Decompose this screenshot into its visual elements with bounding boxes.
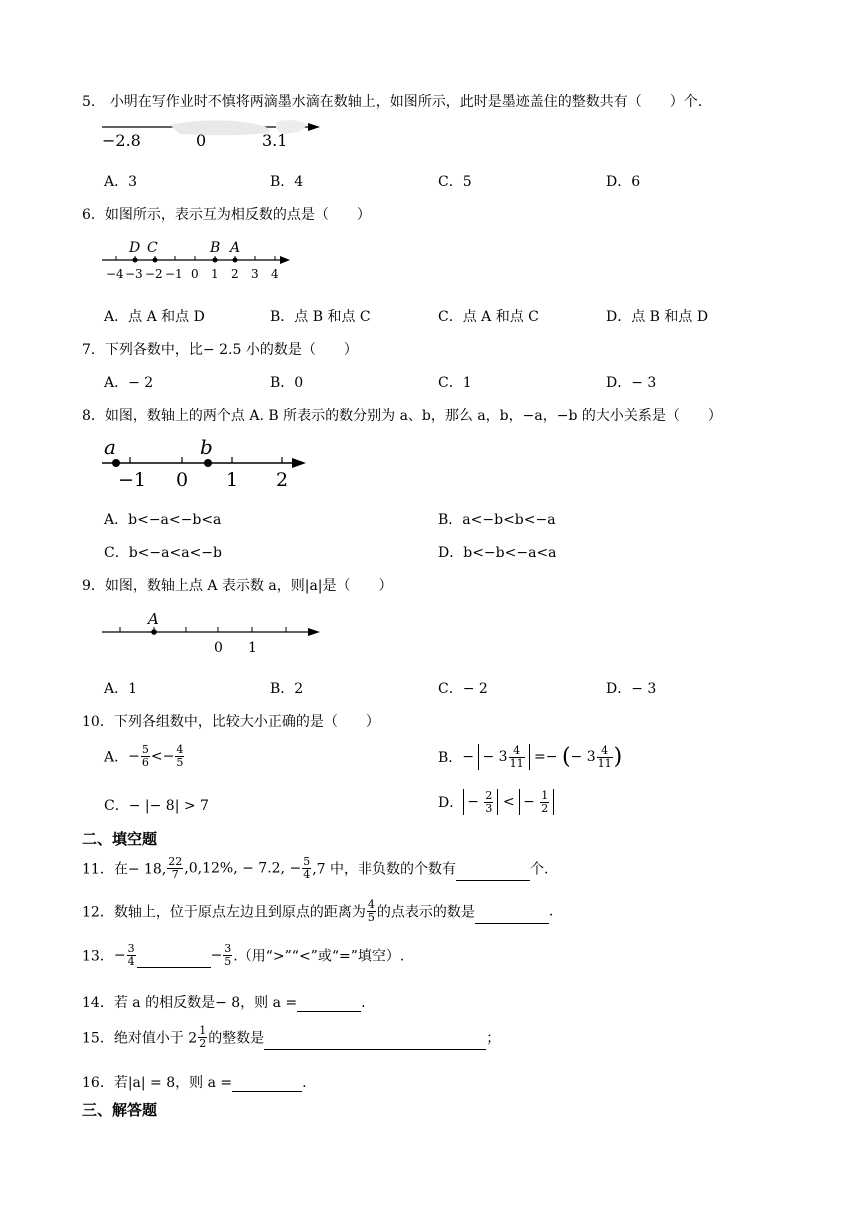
question-number: 10．: [82, 714, 114, 730]
point-label: b: [200, 436, 213, 459]
answer-blank[interactable]: [297, 997, 361, 1012]
question-9: [82, 575, 393, 595]
option-b: B．0: [270, 375, 304, 391]
answer-blank[interactable]: [475, 909, 549, 924]
tick-label: 0: [176, 469, 189, 491]
point-label: D: [129, 240, 141, 256]
option-b: B．a<−b<b<−a: [438, 512, 556, 528]
option-b: B．− − 3 $\frac{4}{11}$ =− (− 3 $\frac{4}{11}$ ): [438, 743, 623, 770]
option-d: D． − $\frac{2}{3}$ < − $\frac{1}{2}$: [438, 789, 554, 815]
ink-blot-1: [170, 120, 270, 135]
tick-label: 1: [248, 640, 257, 656]
question-15: 15．绝对值小于 2 $\frac{1}{2}$ 的整数是 ；: [82, 1024, 501, 1050]
point-label: A: [148, 610, 159, 628]
option-d: D．− 3: [606, 375, 657, 391]
question-text: 下列各组数中，比较大小正确的是（ ）: [113, 714, 380, 730]
option-c: C．5: [438, 174, 472, 190]
point-label: a: [104, 436, 116, 459]
point-label: B: [210, 240, 221, 256]
tick-label: −3: [125, 267, 143, 281]
question-number: 9．: [82, 578, 105, 594]
answer-blank[interactable]: [232, 1077, 302, 1092]
tick-label: −1: [165, 267, 183, 281]
option-d: D．6: [606, 174, 641, 190]
question-11: 11．在− 18, $\frac{22}{7}$ ,0,12%, − 7.2, − $\frac{5}{4}$ ,7 中，非负数的个数有 个.: [82, 855, 549, 881]
tick-label: 0: [196, 131, 207, 150]
option-c: C．− |− 8| > 7: [104, 798, 209, 814]
tick-label: 0: [191, 267, 199, 281]
absolute-value: − $\frac{1}{2}$: [519, 789, 554, 815]
tick-label: 1: [211, 267, 219, 281]
q9-number-line: [100, 608, 330, 656]
question-number: 7．: [82, 342, 105, 358]
option-a: A．点 A 和点 D: [104, 309, 205, 325]
tick-label: 4: [271, 267, 279, 281]
tick-label: 1: [226, 469, 239, 491]
tick-label: 0: [214, 640, 223, 656]
tick-label: −2: [145, 267, 163, 281]
option-a: A．1: [104, 681, 138, 697]
question-number: 8．: [82, 408, 105, 424]
question-number: 6．: [82, 207, 105, 223]
question-16: 16．若|a| = 8，则 a = .: [82, 1075, 307, 1091]
tick-label: 3: [251, 267, 259, 281]
option-b: B．4: [270, 174, 304, 190]
fraction: $\frac{4}{5}$: [176, 743, 184, 769]
option-c: C．点 A 和点 C: [438, 309, 539, 325]
answer-blank[interactable]: [456, 866, 530, 881]
question-8: [82, 405, 722, 425]
q8-number-line: [100, 436, 315, 492]
point-label: C: [147, 240, 158, 256]
question-13: 13．− $\frac{3}{4}$ − $\frac{3}{5}$ .（用“>”“<”或“=”填空）.: [82, 942, 405, 968]
fraction: $\frac{5}{6}$: [141, 743, 149, 769]
point-label: A: [230, 240, 241, 256]
option-c: C．b<−a<a<−b: [104, 545, 222, 561]
tick-label: −1: [118, 469, 147, 491]
answer-blank[interactable]: [264, 1035, 486, 1050]
question-14: 14．若 a 的相反数是− 8，则 a = .: [82, 995, 366, 1011]
question-6: [82, 204, 371, 224]
question-7: [82, 339, 358, 359]
question-10: [82, 711, 380, 731]
q6-number-line: [100, 236, 300, 284]
tick-label: 2: [231, 267, 239, 281]
option-d: D．点 B 和点 D: [606, 309, 709, 325]
option-a: A．3: [104, 174, 138, 190]
section-title: 三、解答题: [82, 1101, 158, 1119]
question-text: 下列各数中，比− 2.5 小的数是（ ）: [104, 342, 358, 358]
option-b: B．2: [270, 681, 304, 697]
option-a: A．− 2: [104, 375, 154, 391]
question-text: 如图，数轴上点 A 表示数 a，则|a|是（ ）: [104, 578, 393, 594]
option-a: A．− $\frac{5}{6}$ <− $\frac{4}{5}$: [104, 743, 184, 769]
tick-label: 2: [276, 469, 289, 491]
section-title: 二、填空题: [82, 830, 158, 848]
question-5: [82, 91, 702, 111]
question-text: 如图所示，表示互为相反数的点是（ ）: [104, 207, 371, 223]
option-d: D．b<−b<−a<a: [438, 545, 557, 561]
question-number: 5.: [82, 94, 96, 110]
tick-label: −4: [106, 267, 124, 281]
option-a: A．b<−a<−b<a: [104, 512, 222, 528]
question-text: 小明在写作业时不慎将两滴墨水滴在数轴上，如图所示，此时是墨迹盖住的整数共有（ ）个.: [109, 94, 703, 110]
option-b: B．点 B 和点 C: [270, 309, 371, 325]
absolute-value: − 3 $\frac{4}{11}$: [478, 744, 529, 770]
tick-label: 3.1: [262, 131, 288, 150]
option-c: C．1: [438, 375, 472, 391]
option-d: D．− 3: [606, 681, 657, 697]
question-12: 12．数轴上，位于原点左边且到原点的距离为 $\frac{4}{5}$ 的点表示的数是 .: [82, 898, 554, 924]
tick-label: −2.8: [102, 131, 141, 150]
question-text: 如图，数轴上的两个点 A. B 所表示的数分别为 a、b，那么 a，b，−a，−b 的大小关系是（ ）: [104, 408, 722, 424]
option-c: C．− 2: [438, 681, 488, 697]
q5-number-line: [100, 115, 330, 151]
absolute-value: − $\frac{2}{3}$: [463, 789, 498, 815]
answer-blank[interactable]: [137, 953, 211, 968]
